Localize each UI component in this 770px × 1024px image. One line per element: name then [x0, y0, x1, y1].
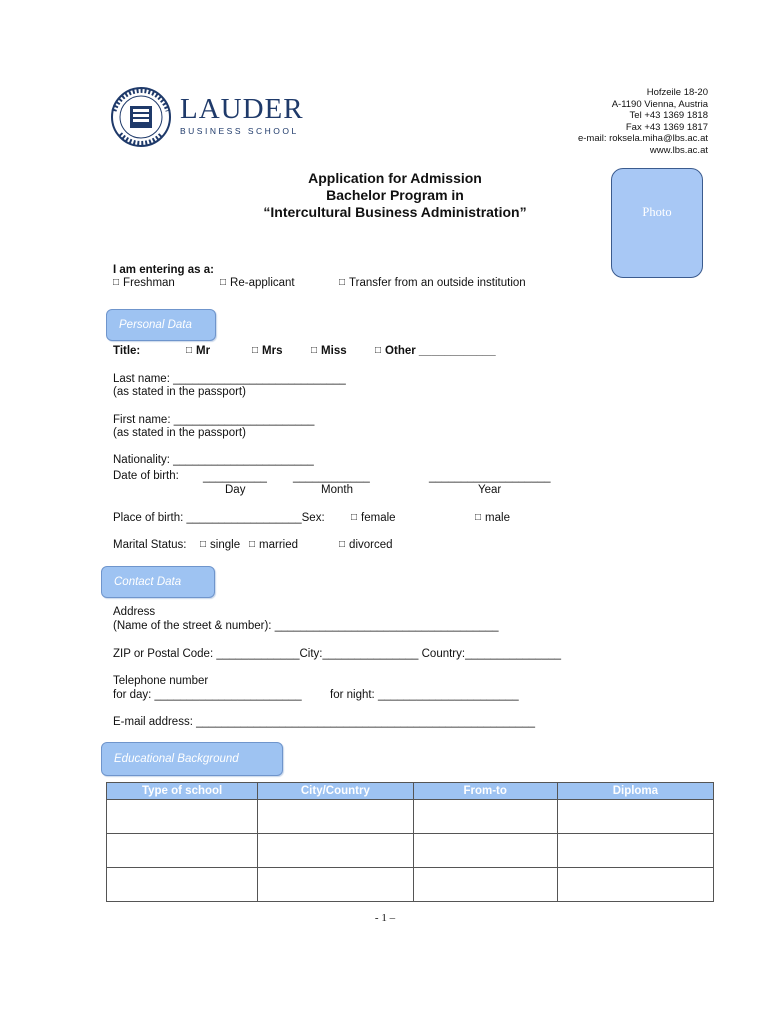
title-option-mr[interactable]: □ Mr: [186, 345, 211, 357]
address-website: www.lbs.ac.at: [649, 144, 708, 156]
checkbox-icon: □: [220, 277, 227, 288]
sex-option-female[interactable]: □ female: [351, 512, 396, 524]
marital-option-divorced[interactable]: □ divorced: [339, 539, 393, 551]
dob-day-label: Day: [225, 484, 246, 496]
last-name-field[interactable]: Last name: ___________________________: [113, 373, 346, 385]
section-educational-background: Educational Background: [101, 742, 283, 776]
checkbox-icon: □: [249, 539, 256, 550]
title-option-miss[interactable]: □ Miss: [311, 345, 347, 357]
address-email: e-mail: roksela.miha@lbs.ac.at: [577, 133, 708, 144]
table-cell[interactable]: [258, 834, 413, 868]
dob-month-field[interactable]: ____________: [293, 471, 370, 483]
street-field[interactable]: (Name of the street & number): ___________________________________: [113, 620, 499, 632]
marital-label: Marital Status:: [113, 539, 187, 551]
title-line-2: Bachelor Program in: [326, 187, 464, 203]
education-table: [106, 782, 714, 902]
logo-subtitle: BUSINESS SCHOOL: [180, 126, 299, 136]
title-label: Title:: [113, 345, 141, 357]
title-option-mrs[interactable]: □ Mrs: [252, 345, 283, 357]
table-cell[interactable]: [413, 834, 557, 868]
table-cell[interactable]: [107, 834, 258, 868]
column-diploma: Diploma: [557, 783, 713, 800]
checkbox-icon: □: [339, 539, 346, 550]
marital-option-married[interactable]: □ married: [249, 539, 299, 551]
dob-label: Date of birth:: [113, 470, 179, 482]
dob-month-label: Month: [321, 484, 353, 496]
option-freshman[interactable]: □ Freshman: [113, 277, 175, 289]
phone-night-field[interactable]: for night: ______________________: [330, 689, 519, 701]
column-city-country: City/Country: [258, 783, 413, 800]
dob-year-label: Year: [478, 484, 502, 496]
address-fax: Fax +43 1369 1817: [625, 121, 708, 133]
email-field[interactable]: E-mail address: _____________________________________________________: [113, 716, 536, 728]
address-city: A-1190 Vienna, Austria: [611, 98, 708, 110]
table-header-row: [107, 783, 714, 800]
title-line-1: Application for Admission: [308, 170, 482, 186]
zip-city-country-field[interactable]: ZIP or Postal Code: _____________City:_______________ Country:_______________: [113, 648, 562, 660]
address-tel: Tel +43 1369 1818: [629, 110, 708, 121]
telephone-label: Telephone number: [113, 675, 209, 687]
table-cell[interactable]: [557, 868, 713, 902]
checkbox-icon: □: [475, 512, 482, 523]
phone-day-field[interactable]: for day: _______________________: [113, 689, 302, 701]
table-cell[interactable]: [413, 868, 557, 902]
table-row: [107, 868, 714, 902]
table-cell[interactable]: [413, 800, 557, 834]
section-personal-data: Personal Data: [106, 309, 216, 341]
logo-name: LAUDER: [180, 93, 304, 125]
photo-box[interactable]: [611, 168, 703, 278]
birth-place-field[interactable]: Place of birth: __________________Sex:: [113, 512, 325, 524]
entering-label: I am entering as a:: [113, 264, 214, 276]
table-cell[interactable]: [258, 868, 413, 902]
dob-day-field[interactable]: __________: [203, 471, 267, 483]
column-from-to: From-to: [413, 783, 557, 800]
table-cell[interactable]: [557, 834, 713, 868]
title-option-other[interactable]: □ Other ____________: [375, 345, 496, 357]
school-address: [578, 87, 708, 156]
checkbox-icon: □: [186, 345, 193, 356]
dob-year-field[interactable]: ___________________: [429, 471, 551, 483]
table-cell[interactable]: [107, 868, 258, 902]
school-logo: [108, 86, 304, 148]
option-transfer[interactable]: □ Transfer from an outside institution: [339, 277, 526, 289]
first-name-field[interactable]: First name: ______________________: [113, 414, 315, 426]
option-reapplicant[interactable]: □ Re-applicant: [220, 277, 295, 289]
sex-option-male[interactable]: □ male: [475, 512, 510, 524]
checkbox-icon: □: [252, 345, 259, 356]
checkbox-icon: □: [339, 277, 346, 288]
table-row: [107, 834, 714, 868]
checkbox-icon: □: [200, 539, 207, 550]
last-name-note: (as stated in the passport): [113, 386, 246, 398]
column-type-of-school: Type of school: [107, 783, 258, 800]
section-contact-data: Contact Data: [101, 566, 215, 598]
table-cell[interactable]: [258, 800, 413, 834]
page-number: - 1 –: [374, 912, 396, 924]
address-street: Hofzeile 18-20: [646, 87, 708, 98]
table-row: [107, 800, 714, 834]
checkbox-icon: □: [351, 512, 358, 523]
checkbox-icon: □: [375, 345, 382, 356]
table-cell[interactable]: [557, 800, 713, 834]
title-line-3: “Intercultural Business Administration”: [263, 204, 527, 220]
address-label: Address: [113, 606, 156, 618]
school-seal-icon: [108, 86, 174, 148]
checkbox-icon: □: [311, 345, 318, 356]
first-name-note: (as stated in the passport): [113, 427, 246, 439]
marital-option-single[interactable]: □ single: [200, 539, 241, 551]
photo-label: Photo: [642, 205, 672, 219]
checkbox-icon: □: [113, 277, 120, 288]
table-cell[interactable]: [107, 800, 258, 834]
nationality-field[interactable]: Nationality: ______________________: [113, 454, 314, 466]
